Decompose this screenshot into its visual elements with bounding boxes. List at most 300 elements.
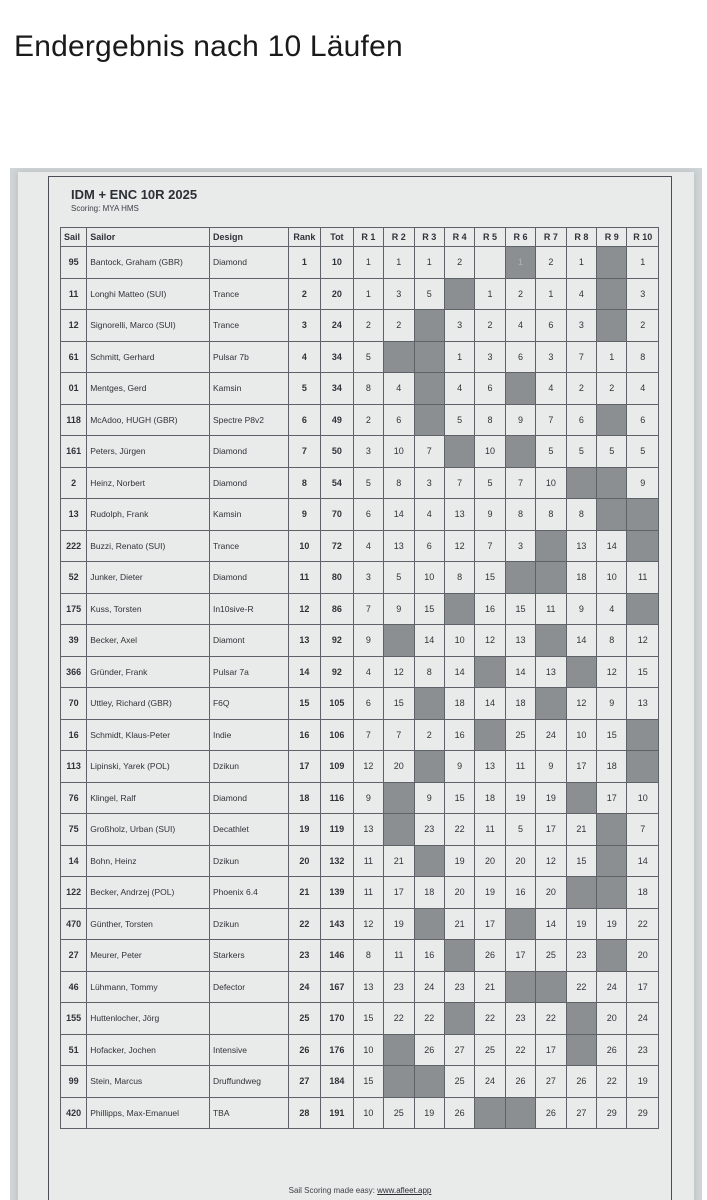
race-score: 7 [353,593,383,625]
column-header: R 1 [353,228,383,247]
total-points: 92 [321,625,354,657]
table-row [61,278,659,310]
race-score: 11 [353,845,383,877]
sail-number: 16 [61,719,87,751]
boat-design: Spectre P8v2 [209,404,288,436]
race-score: 4 [414,499,444,531]
boat-design: Diamond [209,467,288,499]
race-score: 14 [505,656,535,688]
sail-number: 155 [61,1003,87,1035]
race-score: 22 [384,1003,414,1035]
race-score: 9 [353,625,383,657]
race-score: 2 [353,310,383,342]
race-score: 4 [444,373,474,405]
discarded-race-score [597,278,627,310]
table-row [61,530,659,562]
race-score: 21 [475,971,505,1003]
race-score: 7 [566,341,596,373]
race-score: 7 [444,467,474,499]
discarded-race-score [627,751,659,783]
table-row [61,404,659,436]
discarded-race-score [597,310,627,342]
table-row [61,656,659,688]
race-score: 18 [475,782,505,814]
race-score: 22 [444,814,474,846]
race-score: 1 [536,278,566,310]
race-score: 17 [505,940,535,972]
boat-design: Defector [209,971,288,1003]
total-points: 105 [321,688,354,720]
column-header: R 9 [597,228,627,247]
race-score: 3 [505,530,535,562]
scoring-system: Scoring: MYA HMS [71,204,139,213]
table-row [61,562,659,594]
rank-cell: 5 [288,373,321,405]
rank-cell: 12 [288,593,321,625]
total-points: 70 [321,499,354,531]
race-score: 14 [414,625,444,657]
rank-cell: 3 [288,310,321,342]
race-score: 10 [384,436,414,468]
sailor-name: Stein, Marcus [87,1066,210,1098]
discarded-race-score [597,814,627,846]
column-header: R 2 [384,228,414,247]
discarded-race-score [414,845,444,877]
race-score: 23 [505,1003,535,1035]
boat-design: Pulsar 7b [209,341,288,373]
sailor-name: Peters, Jürgen [87,436,210,468]
total-points: 86 [321,593,354,625]
column-header: R 7 [536,228,566,247]
boat-design: Phoenix 6.4 [209,877,288,909]
total-points: 24 [321,310,354,342]
discarded-race-score [597,940,627,972]
table-row [61,625,659,657]
race-score: 5 [353,341,383,373]
rank-cell: 13 [288,625,321,657]
race-score: 12 [536,845,566,877]
race-score: 9 [475,499,505,531]
sail-number: 75 [61,814,87,846]
race-score: 6 [505,341,535,373]
boat-design: Dzikun [209,908,288,940]
sailor-name: Buzzi, Renato (SUI) [87,530,210,562]
race-score: 8 [475,404,505,436]
column-header: R 8 [566,228,596,247]
race-score: 8 [505,499,535,531]
race-score: 15 [475,562,505,594]
table-row [61,814,659,846]
race-score: 11 [353,877,383,909]
discarded-race-score [566,782,596,814]
race-score: 10 [597,562,627,594]
race-score: 23 [414,814,444,846]
sailor-name: Hofacker, Jochen [87,1034,210,1066]
race-score: 9 [414,782,444,814]
race-score: 15 [414,593,444,625]
race-score: 13 [353,971,383,1003]
race-score: 1 [353,278,383,310]
race-score: 17 [475,908,505,940]
sail-number: 95 [61,247,87,279]
race-score: 9 [536,751,566,783]
race-score: 19 [384,908,414,940]
race-score: 17 [536,1034,566,1066]
race-score: 22 [597,1066,627,1098]
total-points: 116 [321,782,354,814]
race-score: 3 [414,467,444,499]
race-score: 5 [566,436,596,468]
rank-cell: 11 [288,562,321,594]
table-row [61,310,659,342]
page-title: Endergebnis nach 10 Läufen [14,30,403,63]
race-score: 13 [505,625,535,657]
discarded-race-score [566,1003,596,1035]
race-score: 15 [444,782,474,814]
boat-design: Kamsin [209,373,288,405]
race-score: 1 [597,341,627,373]
race-score: 26 [444,1097,474,1129]
total-points: 20 [321,278,354,310]
boat-design: Diamont [209,625,288,657]
sailor-name: Schmitt, Gerhard [87,341,210,373]
race-score: 24 [414,971,444,1003]
race-score: 13 [444,499,474,531]
column-header: Rank [288,228,321,247]
rank-cell: 24 [288,971,321,1003]
race-score: 25 [475,1034,505,1066]
discarded-race-score [414,310,444,342]
discarded-race-score [566,467,596,499]
race-score: 4 [536,373,566,405]
boat-design: In10sive-R [209,593,288,625]
race-score: 8 [353,373,383,405]
discarded-race-score [597,467,627,499]
total-points: 109 [321,751,354,783]
race-score: 8 [566,499,596,531]
sailor-name: Becker, Andrzej (POL) [87,877,210,909]
race-score: 2 [444,247,474,279]
rank-cell: 8 [288,467,321,499]
discarded-race-score [536,688,566,720]
table-row [61,688,659,720]
discarded-race-score [566,656,596,688]
sailor-name: Lipinski, Yarek (POL) [87,751,210,783]
boat-design: Trance [209,530,288,562]
race-score: 17 [384,877,414,909]
race-score: 4 [384,373,414,405]
rank-cell: 23 [288,940,321,972]
total-points: 139 [321,877,354,909]
race-score: 8 [353,940,383,972]
race-score: 20 [475,845,505,877]
boat-design: Dzikun [209,751,288,783]
total-points: 184 [321,1066,354,1098]
sail-number: 113 [61,751,87,783]
race-score: 1 [353,247,383,279]
race-score: 10 [627,782,659,814]
race-score: 3 [353,562,383,594]
race-score: 16 [475,593,505,625]
race-score: 9 [384,593,414,625]
race-score: 10 [414,562,444,594]
table-row [61,877,659,909]
boat-design: Diamond [209,562,288,594]
boat-design: Pulsar 7a [209,656,288,688]
sailor-name: Heinz, Norbert [87,467,210,499]
discarded-race-score [505,971,535,1003]
race-score: 3 [566,310,596,342]
race-score: 12 [597,656,627,688]
discarded-race-score [384,1066,414,1098]
sail-number: 39 [61,625,87,657]
race-score: 13 [566,530,596,562]
race-score: 22 [505,1034,535,1066]
race-score: 10 [566,719,596,751]
sailor-name: Klingel, Ralf [87,782,210,814]
race-score: 9 [505,404,535,436]
table-row [61,908,659,940]
race-score: 4 [505,310,535,342]
results-table [60,227,659,1129]
rank-cell: 20 [288,845,321,877]
table-row [61,719,659,751]
race-score: 8 [444,562,474,594]
race-score: 26 [536,1097,566,1129]
race-score: 1 [444,341,474,373]
total-points: 92 [321,656,354,688]
rank-cell: 9 [288,499,321,531]
column-header: R 4 [444,228,474,247]
race-score: 23 [384,971,414,1003]
sailor-name: Gründer, Frank [87,656,210,688]
race-score: 21 [384,845,414,877]
discarded-race-score [597,877,627,909]
sail-number: 2 [61,467,87,499]
race-score: 20 [536,877,566,909]
sailor-name: McAdoo, HUGH (GBR) [87,404,210,436]
race-score: 26 [414,1034,444,1066]
race-score: 19 [597,908,627,940]
race-score: 8 [414,656,444,688]
race-score: 11 [505,751,535,783]
race-score: 23 [627,1034,659,1066]
sheet-footer [49,1186,671,1195]
sailor-name: Lühmann, Tommy [87,971,210,1003]
table-row [61,1003,659,1035]
discarded-race-score [627,530,659,562]
total-points: 146 [321,940,354,972]
race-score: 25 [536,940,566,972]
race-score: 7 [536,404,566,436]
race-score: 5 [627,436,659,468]
race-score: 9 [597,688,627,720]
race-score: 4 [627,373,659,405]
race-score: 9 [566,593,596,625]
race-score: 5 [353,467,383,499]
race-score: 19 [627,1066,659,1098]
boat-design: TBA [209,1097,288,1129]
race-score: 18 [597,751,627,783]
boat-design [209,1003,288,1035]
discarded-race-score [444,278,474,310]
boat-design: Trance [209,278,288,310]
race-score: 8 [536,499,566,531]
discarded-race-score [536,562,566,594]
race-score: 3 [353,436,383,468]
table-row [61,971,659,1003]
race-score: 17 [597,782,627,814]
race-score: 1 [475,278,505,310]
sailor-name: Huttenlocher, Jörg [87,1003,210,1035]
race-score: 4 [353,530,383,562]
race-score: 24 [536,719,566,751]
race-score: 6 [353,688,383,720]
race-score: 5 [444,404,474,436]
race-score: 6 [536,310,566,342]
discarded-race-score [444,436,474,468]
table-row [61,940,659,972]
table-row [61,373,659,405]
race-score: 25 [444,1066,474,1098]
total-points: 132 [321,845,354,877]
boat-design: Decathlet [209,814,288,846]
footer-link[interactable]: www.afleet.app [377,1186,432,1195]
race-score: 10 [353,1097,383,1129]
race-score: 15 [627,656,659,688]
table-row [61,1097,659,1129]
boat-design: Diamond [209,782,288,814]
discarded-race-score [384,625,414,657]
discarded-race-score [475,719,505,751]
total-points: 170 [321,1003,354,1035]
discarded-race-score: 1 [505,247,535,279]
sailor-name: Großholz, Urban (SUI) [87,814,210,846]
race-score: 13 [384,530,414,562]
race-score: 22 [414,1003,444,1035]
discarded-race-score [566,1034,596,1066]
discarded-race-score [475,656,505,688]
sailor-name: Junker, Dieter [87,562,210,594]
results-sheet [18,172,694,1200]
total-points: 50 [321,436,354,468]
table-row [61,341,659,373]
discarded-race-score [444,940,474,972]
race-score: 21 [566,814,596,846]
rank-cell: 21 [288,877,321,909]
sailor-name: Bohn, Heinz [87,845,210,877]
total-points: 119 [321,814,354,846]
table-row [61,436,659,468]
sailor-name: Schmidt, Klaus-Peter [87,719,210,751]
sailor-name: Günther, Torsten [87,908,210,940]
race-score: 14 [475,688,505,720]
race-score: 27 [444,1034,474,1066]
column-header: Sailor [87,228,210,247]
column-header: R 5 [475,228,505,247]
discarded-race-score [505,908,535,940]
sail-number: 420 [61,1097,87,1129]
race-score: 3 [384,278,414,310]
race-score: 7 [384,719,414,751]
race-score: 17 [536,814,566,846]
table-row [61,593,659,625]
race-score: 5 [384,562,414,594]
race-score: 7 [505,467,535,499]
sail-number: 51 [61,1034,87,1066]
race-score: 9 [444,751,474,783]
race-score: 20 [627,940,659,972]
column-header: Tot [321,228,354,247]
race-score: 26 [475,940,505,972]
race-score: 27 [536,1066,566,1098]
race-score: 22 [627,908,659,940]
race-score: 7 [475,530,505,562]
sail-number: 27 [61,940,87,972]
race-score: 13 [353,814,383,846]
rank-cell: 7 [288,436,321,468]
race-score: 19 [414,1097,444,1129]
race-score: 9 [627,467,659,499]
discarded-race-score [566,877,596,909]
discarded-race-score [414,1066,444,1098]
race-score: 8 [384,467,414,499]
discarded-race-score [384,782,414,814]
sail-number: 122 [61,877,87,909]
race-score: 14 [384,499,414,531]
race-score: 26 [505,1066,535,1098]
race-score: 11 [475,814,505,846]
race-score: 24 [597,971,627,1003]
sailor-name: Uttley, Richard (GBR) [87,688,210,720]
race-score: 15 [353,1066,383,1098]
race-score: 7 [627,814,659,846]
boat-design: Starkers [209,940,288,972]
discarded-race-score [384,341,414,373]
total-points: 34 [321,341,354,373]
results-photo [10,168,702,1200]
race-score: 19 [566,908,596,940]
sail-number: 52 [61,562,87,594]
discarded-race-score [414,404,444,436]
discarded-race-score [597,499,627,531]
race-score: 17 [566,751,596,783]
sailor-name: Kuss, Torsten [87,593,210,625]
total-points: 191 [321,1097,354,1129]
discarded-race-score [384,814,414,846]
rank-cell: 1 [288,247,321,279]
rank-cell: 28 [288,1097,321,1129]
discarded-race-score [536,625,566,657]
sailor-name: Meurer, Peter [87,940,210,972]
race-score: 15 [597,719,627,751]
race-score: 3 [475,341,505,373]
race-score: 25 [505,719,535,751]
table-header-row [61,228,659,247]
total-points: 176 [321,1034,354,1066]
rank-cell: 22 [288,908,321,940]
race-score: 16 [505,877,535,909]
sail-number: 46 [61,971,87,1003]
race-score: 18 [414,877,444,909]
race-score: 23 [444,971,474,1003]
race-score: 2 [384,310,414,342]
column-header: R 10 [627,228,659,247]
race-score: 15 [566,845,596,877]
rank-cell: 4 [288,341,321,373]
rank-cell: 14 [288,656,321,688]
discarded-race-score [505,373,535,405]
